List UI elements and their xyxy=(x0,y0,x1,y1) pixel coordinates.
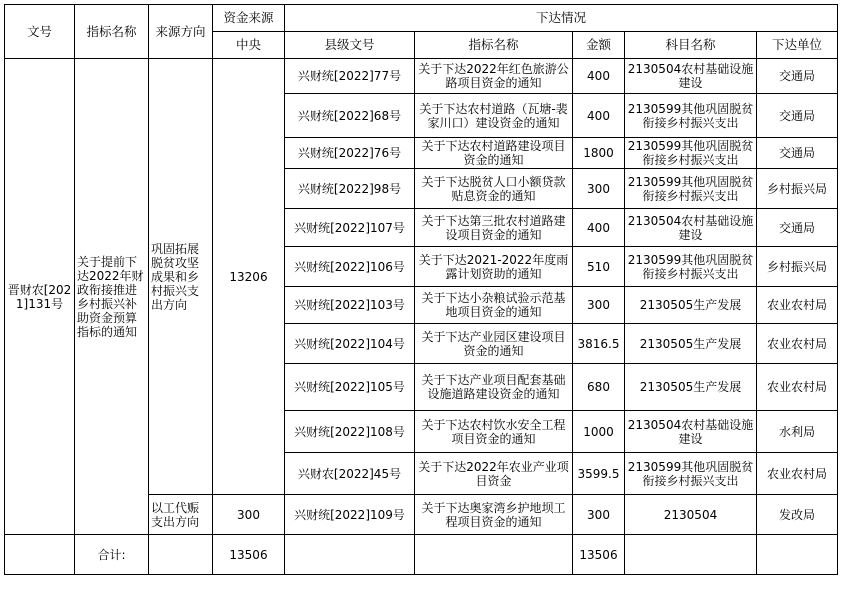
target-unit-cell: 交通局 xyxy=(757,59,838,94)
header-sub-indicator-name: 指标名称 xyxy=(415,32,573,59)
indicator-name-cell: 关于下达2022年农业产业项目资金 xyxy=(415,453,573,495)
county-doc-cell: 兴财统[2022]103号 xyxy=(285,287,415,324)
target-unit-cell: 交通局 xyxy=(757,94,838,138)
county-doc-cell: 兴财统[2022]109号 xyxy=(285,495,415,535)
county-doc-cell: 兴财统[2022]105号 xyxy=(285,364,415,411)
county-doc-cell: 兴财统[2022]104号 xyxy=(285,324,415,364)
subject-name-cell: 2130599其他巩固脱贫衔接乡村振兴支出 xyxy=(625,169,757,209)
subject-name-cell: 2130599其他巩固脱贫衔接乡村振兴支出 xyxy=(625,247,757,287)
source-direction-cell: 以工代赈支出方向 xyxy=(149,495,213,535)
amount-cell: 1000 xyxy=(573,411,625,453)
target-unit-cell: 发改局 xyxy=(757,495,838,535)
target-unit-cell: 水利局 xyxy=(757,411,838,453)
doc-no-cell: 晋财农[2021]131号 xyxy=(5,59,75,535)
county-doc-cell: 兴财农[2022]45号 xyxy=(285,453,415,495)
total-empty-cell xyxy=(625,535,757,575)
header-amount: 金额 xyxy=(573,32,625,59)
central-amount-cell: 300 xyxy=(213,495,285,535)
header-row-1 xyxy=(5,5,838,32)
header-county-doc-no: 县级文号 xyxy=(285,32,415,59)
subject-name-cell: 2130504 xyxy=(625,495,757,535)
header-subject-name: 科目名称 xyxy=(625,32,757,59)
total-empty-cell xyxy=(757,535,838,575)
amount-cell: 400 xyxy=(573,209,625,247)
target-unit-cell: 农业农村局 xyxy=(757,324,838,364)
source-direction-cell: 巩固拓展脱贫攻坚成果和乡村振兴支出方向 xyxy=(149,59,213,495)
county-doc-cell: 兴财统[2022]107号 xyxy=(285,209,415,247)
amount-cell: 400 xyxy=(573,59,625,94)
header-source-direction: 来源方向 xyxy=(149,5,213,59)
subject-name-cell: 2130599其他巩固脱贫衔接乡村振兴支出 xyxy=(625,138,757,169)
indicator-name-cell: 关于下达脱贫人口小额贷款贴息资金的通知 xyxy=(415,169,573,209)
subject-name-cell: 2130505生产发展 xyxy=(625,324,757,364)
indicator-name-cell: 关于下达农村饮水安全工程项目资金的通知 xyxy=(415,411,573,453)
amount-cell: 3599.5 xyxy=(573,453,625,495)
subject-name-cell: 2130599其他巩固脱贫衔接乡村振兴支出 xyxy=(625,453,757,495)
indicator-name-cell: 关于下达农村道路（瓦塘-裴家川口）建设资金的通知 xyxy=(415,94,573,138)
amount-cell: 300 xyxy=(573,287,625,324)
county-doc-cell: 兴财统[2022]68号 xyxy=(285,94,415,138)
target-unit-cell: 交通局 xyxy=(757,138,838,169)
header-central: 中央 xyxy=(213,32,285,59)
total-label: 合计: xyxy=(75,535,149,575)
subject-name-cell: 2130504农村基础设施建设 xyxy=(625,209,757,247)
header-fund-source: 资金来源 xyxy=(213,5,285,32)
indicator-name-cell: 关于下达2021-2022年度雨露计划资助的通知 xyxy=(415,247,573,287)
county-doc-cell: 兴财统[2022]106号 xyxy=(285,247,415,287)
funding-table xyxy=(4,4,838,575)
header-indicator-name: 指标名称 xyxy=(75,5,149,59)
indicator-name-cell: 关于下达第三批农村道路建设项目资金的通知 xyxy=(415,209,573,247)
central-amount-cell: 13206 xyxy=(213,59,285,495)
subject-name-cell: 2130599其他巩固脱贫衔接乡村振兴支出 xyxy=(625,94,757,138)
county-doc-cell: 兴财统[2022]77号 xyxy=(285,59,415,94)
county-doc-cell: 兴财统[2022]76号 xyxy=(285,138,415,169)
header-target-unit: 下达单位 xyxy=(757,32,838,59)
target-unit-cell: 农业农村局 xyxy=(757,364,838,411)
target-unit-cell: 乡村振兴局 xyxy=(757,247,838,287)
amount-cell: 300 xyxy=(573,169,625,209)
indicator-name-cell: 关于下达产业项目配套基础设施道路建设资金的通知 xyxy=(415,364,573,411)
amount-cell: 3816.5 xyxy=(573,324,625,364)
subject-name-cell: 2130504农村基础设施建设 xyxy=(625,411,757,453)
subject-name-cell: 2130505生产发展 xyxy=(625,364,757,411)
indicator-name-cell: 关于下达小杂粮试验示范基地项目资金的通知 xyxy=(415,287,573,324)
header-distribution: 下达情况 xyxy=(285,5,838,32)
amount-cell: 300 xyxy=(573,495,625,535)
amount-cell: 680 xyxy=(573,364,625,411)
total-empty-cell xyxy=(149,535,213,575)
target-unit-cell: 乡村振兴局 xyxy=(757,169,838,209)
county-doc-cell: 兴财统[2022]98号 xyxy=(285,169,415,209)
indicator-name-cell: 关于下达2022年红色旅游公路项目资金的通知 xyxy=(415,59,573,94)
subject-name-cell: 2130505生产发展 xyxy=(625,287,757,324)
target-unit-cell: 农业农村局 xyxy=(757,287,838,324)
target-unit-cell: 交通局 xyxy=(757,209,838,247)
total-empty-cell xyxy=(285,535,415,575)
total-central-cell: 13506 xyxy=(213,535,285,575)
indicator-name-cell: 关于下达奥家湾乡护地坝工程项目资金的通知 xyxy=(415,495,573,535)
amount-cell: 510 xyxy=(573,247,625,287)
amount-cell: 400 xyxy=(573,94,625,138)
subject-name-cell: 2130504农村基础设施建设 xyxy=(625,59,757,94)
target-unit-cell: 农业农村局 xyxy=(757,453,838,495)
indicator-name-cell: 关于下达产业园区建设项目资金的通知 xyxy=(415,324,573,364)
total-row xyxy=(5,535,838,575)
total-empty-cell xyxy=(5,535,75,575)
indicator-name-cell: 关于下达农村道路建设项目资金的通知 xyxy=(415,138,573,169)
county-doc-cell: 兴财统[2022]108号 xyxy=(285,411,415,453)
amount-cell: 1800 xyxy=(573,138,625,169)
table-row xyxy=(5,59,838,94)
header-doc-no: 文号 xyxy=(5,5,75,59)
total-empty-cell xyxy=(415,535,573,575)
indicator-name-cell: 关于提前下达2022年财政衔接推进乡村振兴补助资金预算指标的通知 xyxy=(75,59,149,535)
total-amount-cell: 13506 xyxy=(573,535,625,575)
